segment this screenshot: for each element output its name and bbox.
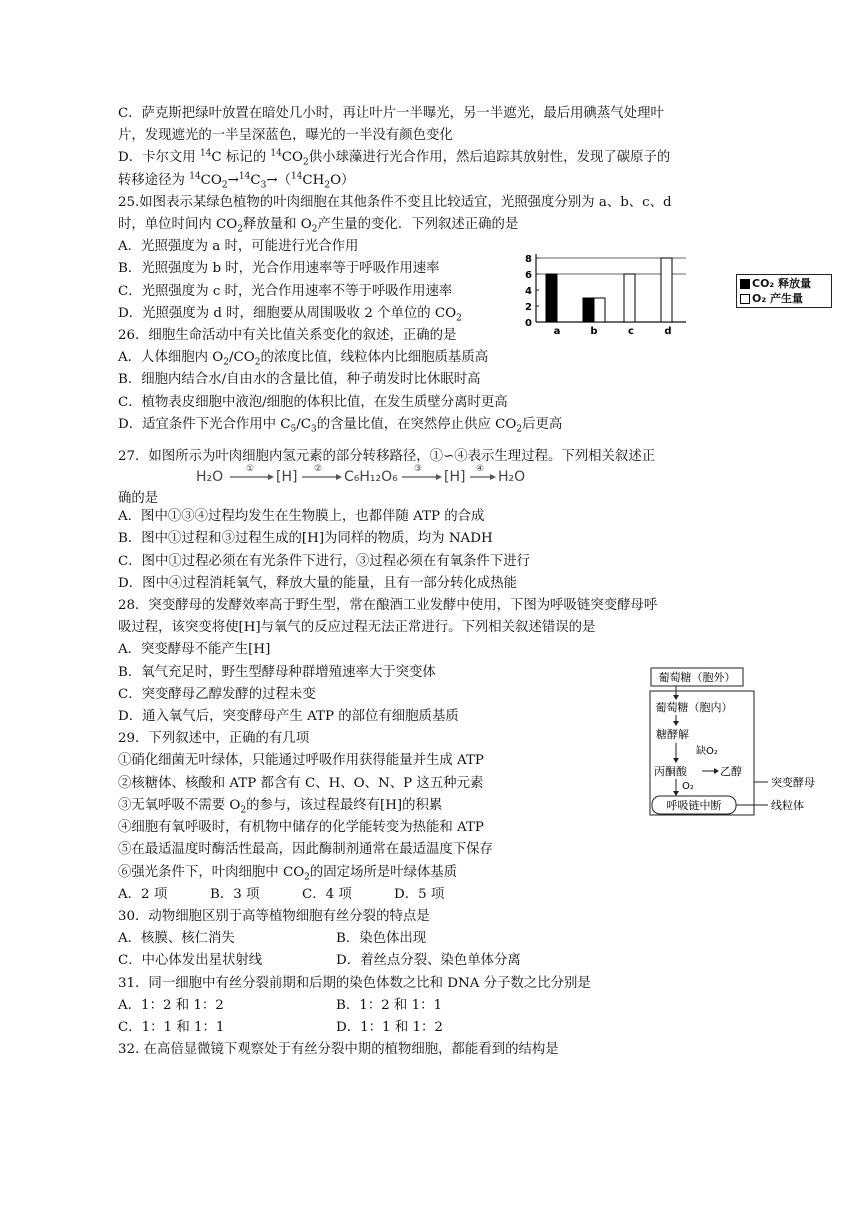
q29-item-4: ④细胞有氧呼吸时，有机物中储存的化学能转变为热能和 ATP xyxy=(118,820,484,836)
glucose: C₆H₁₂O₆ xyxy=(344,469,398,486)
q29-item-1: ①硝化细菌无叶绿体，只能通过呼吸作用获得能量并生成 ATP xyxy=(118,753,484,769)
y-tick-label: 0 xyxy=(525,318,532,329)
x-category-label: a xyxy=(553,326,561,336)
q24-option-c-line2: 片，发现遮光的一半呈深蓝色，曝光的一半没有颜色变化 xyxy=(118,128,453,144)
y-tick-label: 6 xyxy=(525,270,532,281)
q28-option-b: B．氧气充足时，野生型酵母种群增殖速率大于突变体 xyxy=(118,664,436,680)
q28-stem-line1: 28．突变酵母的发酵效率高于野生型，常在酿酒工业发酵中使用，下图为呼吸链突变酵母呼 xyxy=(118,598,658,614)
svg-text:④: ④ xyxy=(476,464,485,475)
lack-o2-label: 缺O₂ xyxy=(696,746,718,757)
q30-option-a: A．核膜、核仁消失 xyxy=(118,931,235,947)
q25-option-b: B．光照强度为 b 时，光合作用速率等于呼吸作用速率 xyxy=(118,261,440,277)
q29-item-3: ③无氧呼吸不需要 $O_2$的参与，该过程最终有[H]的积累 xyxy=(118,797,443,816)
q25-option-d: D．光照强度为 d 时，细胞要从周围吸收 2 个单位的 $CO_2$ xyxy=(118,305,462,324)
h-left: [H] xyxy=(276,469,298,486)
q29-item-6: ⑥强光条件下，叶肉细胞中 $CO_2$的固定场所是叶绿体基质 xyxy=(118,864,458,883)
q29-option-b: B．3 项 xyxy=(210,886,260,902)
q28-option-a: A．突变酵母不能产生[H] xyxy=(118,642,271,658)
bar-o2-d xyxy=(661,258,672,322)
q25-option-a: A．光照强度为 a 时，可能进行光合作用 xyxy=(118,239,359,255)
q26-option-d: D．适宜条件下光合作用中 $C_5/C_3$的含量比值，在突然停止供应 $CO_2$后更高 xyxy=(118,416,563,435)
glucose-outside-label: 葡萄糖（胞外） xyxy=(658,671,736,684)
q30-options-row1 xyxy=(118,928,748,950)
hydrogen-pathway-diagram xyxy=(196,462,526,488)
legend-o2-row xyxy=(740,291,828,306)
pyruvate-label: 丙酮酸 xyxy=(654,765,687,778)
exam-page xyxy=(118,103,748,1061)
h2o-right: H₂O xyxy=(498,469,526,486)
q31-option-a: A．1：2 和 1：2 xyxy=(118,997,224,1013)
q25-bar-chart xyxy=(516,250,696,340)
bar-co2-a xyxy=(546,274,557,322)
legend-o2-swatch xyxy=(740,294,750,304)
q28-option-d: D．通入氧气后，突变酵母产生 ATP 的部位有细胞质基质 xyxy=(118,709,459,725)
q32-stem: 32. 在高倍显微镜下观察处于有丝分裂中期的植物细胞，都能看到的结构是 xyxy=(118,1042,559,1058)
q25-chart-legend xyxy=(736,274,832,308)
q27-stem-line2: 确的是 H₂O ① [H] ② C₆H₁₂O₆ ③ [H] ④ H₂O xyxy=(118,464,526,507)
q28-stem-line2: 吸过程，该突变将使[H]与氧气的反应过程无法正常进行。下列相关叙述错误的是 xyxy=(118,620,596,636)
q26-option-c: C．植物表皮细胞中液泡/细胞的体积比值，在发生质壁分离时更高 xyxy=(118,394,508,410)
q31-options-row2 xyxy=(118,1017,748,1039)
q27-option-d: D．图中④过程消耗氧气，释放大量的能量，且有一部分转化成热能 xyxy=(118,575,518,591)
y-tick-label: 8 xyxy=(525,254,532,265)
q30-option-c: C．中心体发出星状射线 xyxy=(118,953,263,969)
q28-option-c: C．突变酵母乙醇发酵的过程未变 xyxy=(118,686,316,702)
q29-options xyxy=(118,884,748,906)
glycolysis-label: 糖酵解 xyxy=(656,728,689,741)
y-tick-label: 4 xyxy=(525,286,532,297)
q27-option-b: B．图中①过程和③过程生成的[H]为同样的物质，均为 NADH xyxy=(118,531,493,547)
q30-options-row2 xyxy=(118,950,748,972)
q25-stem-line2: 时，单位时间内 $CO_2$释放量和 $O_2$产生量的变化．下列叙述正确的是 xyxy=(118,217,519,235)
q26-option-b: B．细胞内结合水/自由水的含量比值，种子萌发时比休眠时高 xyxy=(118,372,481,388)
q30-option-b: B．染色体出现 xyxy=(336,931,427,947)
legend-o2-label: O₂ 产生量 xyxy=(752,292,803,305)
respiratory-chain-label: 呼吸链中断 xyxy=(666,799,722,812)
q31-stem: 31．同一细胞中有丝分裂前期和后期的染色体数之比和 DNA 分子数之比分别是 xyxy=(118,975,591,991)
q25-stem-line1: 25.如图表示某绿色植物的叶肉细胞在其他条件不变且比较适宜，光照强度分别为 a、b、c、d xyxy=(118,194,672,210)
q24-option-c-line1: C．萨克斯把绿叶放置在暗处几小时，再让叶片一半曝光，另一半遮光，最后用碘蒸气处理叶 xyxy=(118,106,664,121)
x-category-label: d xyxy=(664,326,672,336)
q27-option-a: A．图中①③④过程均发生在生物膜上，也都伴随 ATP 的合成 xyxy=(118,509,485,525)
q31-option-b: B．1：2 和 1：1 xyxy=(336,997,442,1013)
q25-option-c: C．光照强度为 c 时，光合作用速率不等于呼吸作用速率 xyxy=(118,283,453,299)
glucose-inside-label: 葡萄糖（胞内） xyxy=(655,701,733,714)
o2-label: O₂ xyxy=(682,781,694,792)
svg-text:①: ① xyxy=(246,464,255,475)
mitochondria-label: 线粒体 xyxy=(771,799,804,812)
q27-option-c: C．图中①过程必须在有光条件下进行，③过程必须在有氧条件下进行 xyxy=(118,553,530,569)
q31-option-d: D．1：1 和 1：2 xyxy=(336,1019,443,1035)
q25-bar-chart-svg xyxy=(516,250,696,336)
bar-co2-b xyxy=(583,298,594,322)
mutant-yeast-label: 突变酵母 xyxy=(771,776,815,789)
ethanol-label: 乙醇 xyxy=(720,765,742,778)
q26-option-a: A．人体细胞内 $O_2/CO_2$的浓度比值，线粒体内比细胞质基质高 xyxy=(118,350,489,368)
bar-o2-c xyxy=(624,274,635,322)
h2o-left: H₂O xyxy=(196,469,224,486)
q29-item-2: ②核糖体、核酸和 ATP 都含有 C、H、O、N、P 这五种元素 xyxy=(118,775,484,791)
q29-option-d: D．5 项 xyxy=(394,886,445,902)
x-category-label: c xyxy=(628,326,634,336)
legend-co2-row xyxy=(740,276,828,291)
y-tick-label: 2 xyxy=(525,302,532,313)
x-category-label: b xyxy=(590,326,598,336)
svg-text:③: ③ xyxy=(414,464,423,475)
legend-co2-swatch xyxy=(740,279,750,289)
q24-option-d-line2: 转移途径为 $^{14}CO_2\to^{14}C_3\to(^{14}CH_2O)$ xyxy=(118,171,355,191)
q24-option-d-line1: D．卡尔文用 $^{14}$C 标记的 $^{14}CO_2$供小球藻进行光合作用，然后追踪其放射性，发现了碳原子的 xyxy=(118,148,671,169)
q29-option-a: A．2 项 xyxy=(118,886,168,902)
legend-co2-label: CO₂ 释放量 xyxy=(752,277,812,290)
q27-stem-line1: 27．如图所示为叶肉细胞内氢元素的部分转移路径，①∽④表示生理过程。下列相关叙述正 xyxy=(118,449,656,465)
svg-text:②: ② xyxy=(314,464,323,475)
q26-stem: 26．细胞生命活动中有关比值关系变化的叙述，正确的是 xyxy=(118,328,457,344)
q31-option-c: C．1：1 和 1：1 xyxy=(118,1019,225,1035)
q29-item-5: ⑤在最适温度时酶活性最高，因此酶制剂通常在最适温度下保存 xyxy=(118,842,493,858)
q29-stem: 29．下列叙述中，正确的有几项 xyxy=(118,731,310,747)
h-right: [H] xyxy=(444,469,466,486)
q29-option-c: C．4 项 xyxy=(302,886,352,902)
q28-yeast-diagram xyxy=(648,665,828,829)
q30-option-d: D．着丝点分裂、染色单体分离 xyxy=(336,953,521,969)
bar-o2-b xyxy=(594,298,605,322)
q31-options-row1 xyxy=(118,995,748,1017)
q30-stem: 30．动物细胞区别于高等植物细胞有丝分裂的特点是 xyxy=(118,908,430,924)
